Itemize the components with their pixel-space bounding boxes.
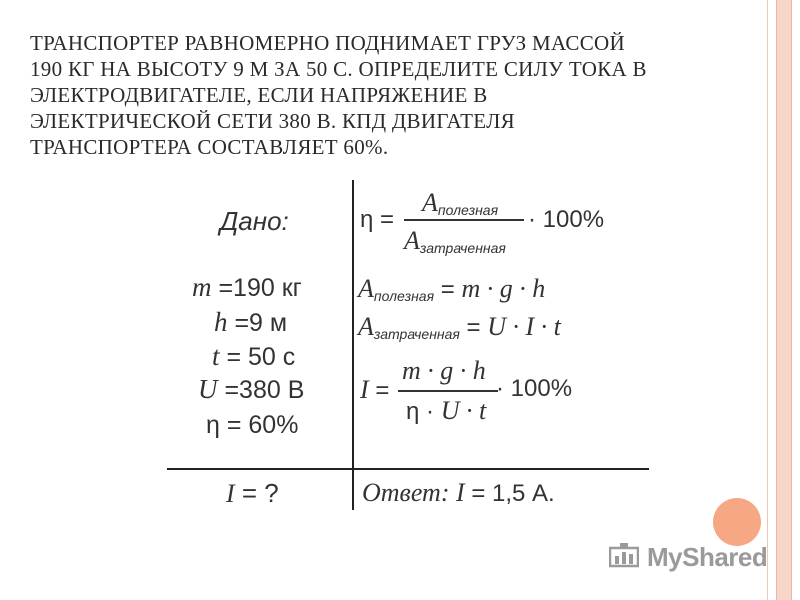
given-time: t = 50 с <box>212 341 296 371</box>
problem-line: ЭЛЕКТРИЧЕСКОЙ СЕТИ 380 В. КПД ДВИГАТЕЛЯ <box>30 109 515 133</box>
slide-frame-right <box>767 0 800 600</box>
formula-current-label: I = <box>360 375 390 404</box>
formula-spent-work-denominator: $A_{затраченная}$ <box>404 226 506 256</box>
given-voltage: U =380 В <box>198 374 305 404</box>
formula-current-denominator: η · U · t <box>406 396 487 425</box>
decorative-circle <box>713 498 761 546</box>
problem-line: ТРАНСПОРТЕРА СОСТАВЛЯЕТ 60%. <box>30 135 389 159</box>
fraction-bar <box>404 219 524 221</box>
given-height: h =9 м <box>214 307 288 337</box>
slide-frame-stripe <box>776 0 792 600</box>
formula-times-100: · 100% <box>528 206 605 233</box>
given-heading: Дано: <box>220 206 289 236</box>
table-vertical-divider <box>352 180 354 510</box>
given-mass: m =190 кг <box>192 272 302 302</box>
formula-useful-work-numerator: $A_{полезная}$ <box>422 188 499 218</box>
formula-current-numerator: m · g · h <box>402 356 486 385</box>
brand-name: MyShared <box>647 542 768 572</box>
problem-statement <box>30 30 730 160</box>
given-efficiency: η = 60% <box>206 411 299 439</box>
formula-spent-work: $A_{затраченная} = U \cdot I \cdot t$ <box>358 312 561 342</box>
table-horizontal-divider <box>167 468 649 470</box>
formula-eta-label: η = <box>360 206 395 233</box>
find-current: I = ? <box>226 478 279 508</box>
answer-text: Ответ: I = 1,5 А. <box>362 478 555 507</box>
problem-line: ЭЛЕКТРОДВИГАТЕЛЕ, ЕСЛИ НАПРЯЖЕНИЕ В <box>30 83 488 107</box>
chart-logo-icon <box>609 542 639 570</box>
problem-line: ТРАНСПОРТЕР РАВНОМЕРНО ПОДНИМАЕТ ГРУЗ МАССОЙ <box>30 31 625 55</box>
formula-useful-work: $A_{полезная} = m \cdot g \cdot h$ <box>358 274 546 304</box>
formula-current-times-100: · 100% <box>496 375 573 402</box>
problem-line: 190 КГ НА ВЫСОТУ 9 М ЗА 50 С. ОПРЕДЕЛИТЕ СИЛУ ТОКА В <box>30 57 647 81</box>
fraction-bar <box>398 390 498 392</box>
